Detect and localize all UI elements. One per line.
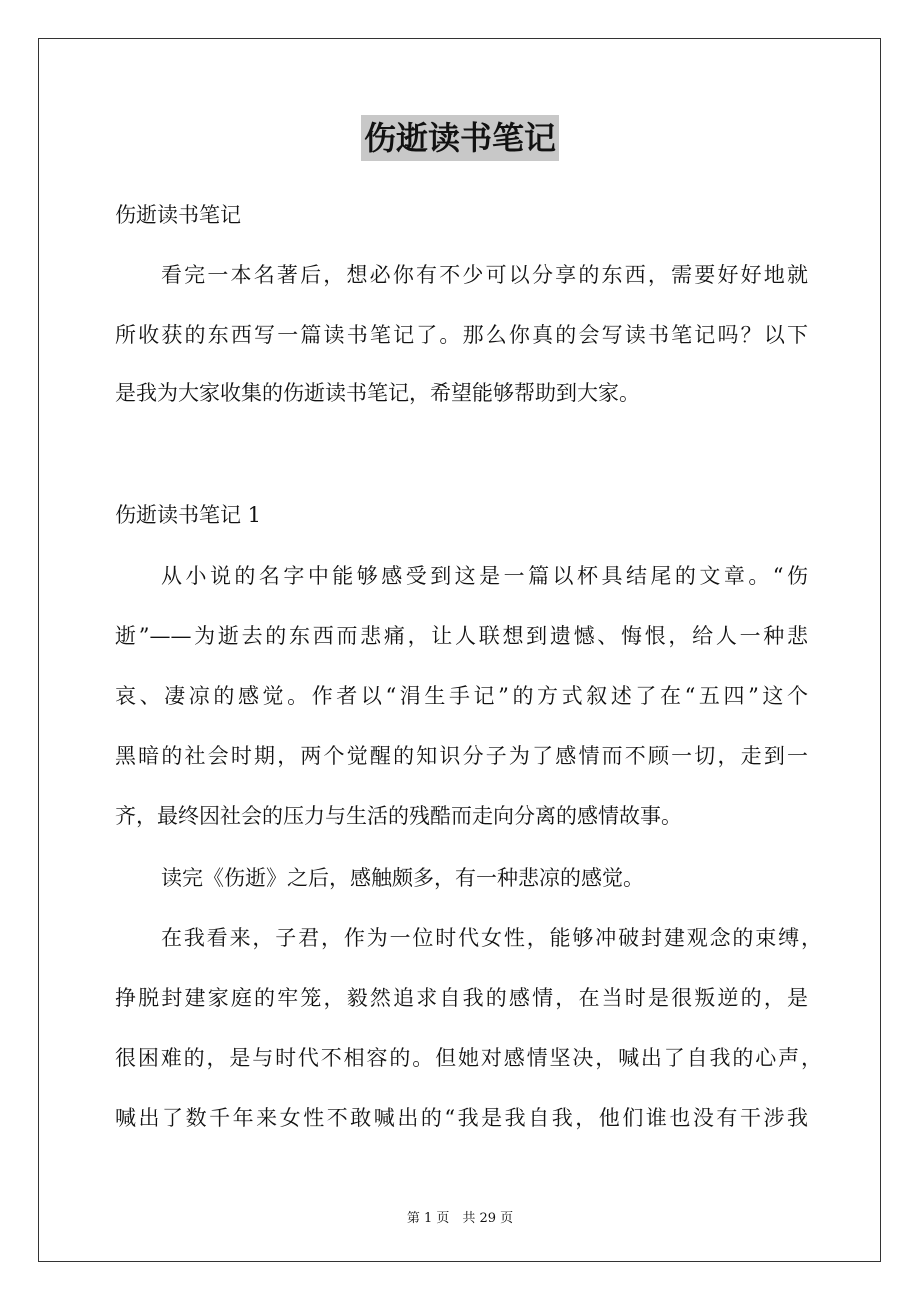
- paragraph-line: 喊出了数千年来女性不敢喊出的“我是我自我，他们谁也没有干涉我: [115, 1106, 808, 1130]
- paragraph-line: 挣脱封建家庭的牢笼，毅然追求自我的感情，在当时是很叛逆的，是: [115, 986, 808, 1010]
- intro-line: 是我为大家收集的伤逝读书笔记，希望能够帮助到大家。: [115, 381, 640, 405]
- subtitle: 伤逝读书笔记: [115, 203, 241, 227]
- paragraph-line: 从小说的名字中能够感受到这是一篇以杯具结尾的文章。“伤: [161, 564, 808, 588]
- paragraph-line: 哀、凄凉的感觉。作者以“涓生手记”的方式叙述了在“五四”这个: [115, 684, 808, 708]
- section-heading: 伤逝读书笔记 1: [115, 503, 262, 527]
- page-number-footer: 第 1 页 共 29 页: [406, 1211, 514, 1226]
- paragraph-line: 逝”——为逝去的东西而悲痛，让人联想到遗憾、悔恨，给人一种悲: [115, 624, 808, 648]
- paragraph-line: 在我看来，子君，作为一位时代女性，能够冲破封建观念的束缚，: [161, 926, 822, 950]
- paragraph-line: 齐，最终因社会的压力与生活的残酷而走向分离的感情故事。: [115, 804, 682, 828]
- intro-line: 所收获的东西写一篇读书笔记了。那么你真的会写读书笔记吗？以下: [115, 323, 808, 347]
- paragraph-line: 黑暗的社会时期，两个觉醒的知识分子为了感情而不顾一切，走到一: [115, 744, 808, 768]
- intro-line: 看完一本名著后，想必你有不少可以分享的东西，需要好好地就: [161, 263, 808, 287]
- paragraph-line: 很困难的，是与时代不相容的。但她对感情坚决，喊出了自我的心声，: [115, 1046, 822, 1070]
- document-title-block: [0, 113, 920, 159]
- paragraph-line: 读完《伤逝》之后，感触颇多，有一种悲凉的感觉。: [161, 866, 644, 890]
- document-title: 伤逝读书笔记: [361, 115, 559, 161]
